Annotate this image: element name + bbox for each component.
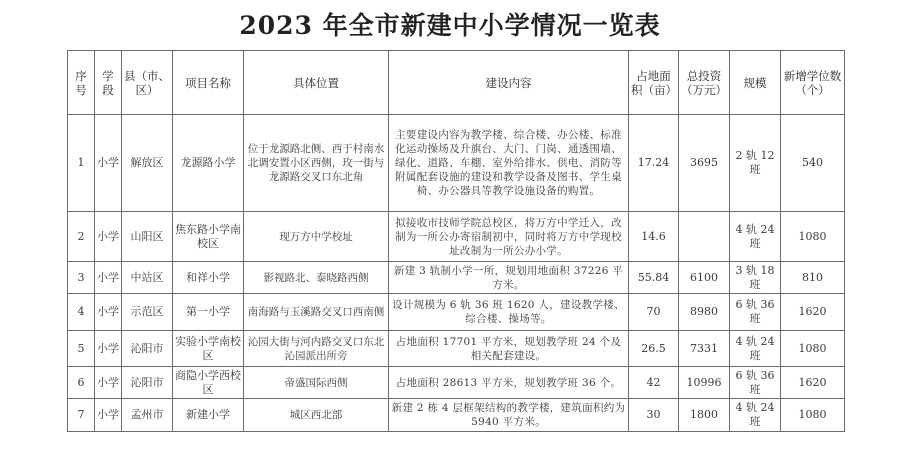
cell-stage: 小学	[95, 262, 122, 294]
cell-content: 占地面积 28613 平方米，规划教学班 36 个。	[389, 367, 629, 399]
cell-county: 中站区	[122, 262, 173, 294]
header-no: 序号	[68, 51, 95, 115]
cell-county: 沁阳市	[122, 367, 173, 399]
cell-scale: 6 轨 36 班	[730, 367, 781, 399]
header-investment: 总投资（万元）	[679, 51, 730, 115]
table-row	[68, 212, 845, 262]
cell-location: 南海路与玉溪路交叉口西南侧	[244, 294, 389, 331]
cell-content: 设计规模为 6 轨 36 班 1620 人，建设教学楼、综合楼、操场等。	[389, 294, 629, 331]
cell-location: 沁园大街与河内路交叉口东北沁园派出所旁	[244, 331, 389, 367]
cell-stage: 小学	[95, 115, 122, 212]
cell-investment: 10996	[679, 367, 730, 399]
cell-location: 城区西北部	[244, 399, 389, 432]
cell-no: 2	[68, 212, 95, 262]
cell-seats: 1080	[781, 331, 845, 367]
table-row	[68, 399, 845, 432]
header-content: 建设内容	[389, 51, 629, 115]
cell-stage: 小学	[95, 212, 122, 262]
cell-investment	[679, 212, 730, 262]
header-stage: 学段	[95, 51, 122, 115]
page-title: 2023 年全市新建中小学情况一览表	[239, 11, 661, 40]
cell-no: 1	[68, 115, 95, 212]
cell-investment: 3695	[679, 115, 730, 212]
cell-name: 实验小学南校区	[173, 331, 244, 367]
cell-investment: 6100	[679, 262, 730, 294]
cell-scale: 2 轨 12 班	[730, 115, 781, 212]
table-row	[68, 294, 845, 331]
cell-county: 示范区	[122, 294, 173, 331]
cell-area: 26.5	[629, 331, 679, 367]
cell-county: 山阳区	[122, 212, 173, 262]
cell-location: 帝盛国际西侧	[244, 367, 389, 399]
cell-area: 17.24	[629, 115, 679, 212]
cell-scale: 3 轨 18 班	[730, 262, 781, 294]
cell-no: 6	[68, 367, 95, 399]
table-row	[68, 367, 845, 399]
cell-no: 4	[68, 294, 95, 331]
schools-table	[67, 50, 845, 432]
cell-content: 新建 3 轨制小学一所，规划用地面积 37226 平方米。	[389, 262, 629, 294]
cell-scale: 4 轨 24 班	[730, 331, 781, 367]
cell-area: 55.84	[629, 262, 679, 294]
cell-no: 7	[68, 399, 95, 432]
cell-name: 第一小学	[173, 294, 244, 331]
cell-investment: 1800	[679, 399, 730, 432]
cell-scale: 4 轨 24 班	[730, 212, 781, 262]
cell-investment: 7331	[679, 331, 730, 367]
cell-seats: 1080	[781, 399, 845, 432]
cell-content: 拟接收市技师学院总校区，将万方中学迁入，改制为一所公办寄宿制初中，同时将万方中学现校址改制为一所公办小学。	[389, 212, 629, 262]
table-row	[68, 262, 845, 294]
cell-seats: 1620	[781, 367, 845, 399]
cell-location: 位于龙源路北侧、西于村南水北调安置小区西侧，玫一街与龙源路交叉口东北角	[244, 115, 389, 212]
cell-investment: 8980	[679, 294, 730, 331]
header-scale: 规模	[730, 51, 781, 115]
cell-stage: 小学	[95, 399, 122, 432]
cell-stage: 小学	[95, 294, 122, 331]
cell-no: 3	[68, 262, 95, 294]
header-seats: 新增学位数（个）	[781, 51, 845, 115]
cell-area: 70	[629, 294, 679, 331]
cell-name: 龙源路小学	[173, 115, 244, 212]
header-location: 具体位置	[244, 51, 389, 115]
cell-seats: 540	[781, 115, 845, 212]
cell-county: 沁阳市	[122, 331, 173, 367]
cell-location: 影视路北、泰晓路西侧	[244, 262, 389, 294]
table-row	[68, 115, 845, 212]
cell-location: 现万方中学校址	[244, 212, 389, 262]
cell-area: 30	[629, 399, 679, 432]
cell-content: 占地面积 17701 平方米，规划教学班 24 个及相关配套建设。	[389, 331, 629, 367]
cell-stage: 小学	[95, 367, 122, 399]
header-name: 项目名称	[173, 51, 244, 115]
header-area: 占地面积（亩）	[629, 51, 679, 115]
cell-name: 新建小学	[173, 399, 244, 432]
table-row	[68, 331, 845, 367]
header-county: 县（市、区）	[122, 51, 173, 115]
cell-county: 解放区	[122, 115, 173, 212]
cell-name: 焦东路小学南校区	[173, 212, 244, 262]
cell-stage: 小学	[95, 331, 122, 367]
cell-seats: 810	[781, 262, 845, 294]
cell-area: 42	[629, 367, 679, 399]
cell-county: 孟州市	[122, 399, 173, 432]
cell-area: 14.6	[629, 212, 679, 262]
cell-content: 新建 2 栋 4 层框架结构的教学楼，建筑面积约为 5940 平方米。	[389, 399, 629, 432]
cell-scale: 6 轨 36 班	[730, 294, 781, 331]
cell-content: 主要建设内容为教学楼、综合楼、办公楼、标准化运动操场及升旗台、大门、门岗、通透围墙、绿化、道路、车棚、室外给排水、供电、消防等附属配套设施的建设和教学设备及图书、学生桌椅、办公器具等教学设施设备的购置。	[389, 115, 629, 212]
cell-scale: 4 轨 24 班	[730, 399, 781, 432]
cell-name: 商隐小学西校区	[173, 367, 244, 399]
table-header-row	[68, 51, 845, 115]
cell-name: 和祥小学	[173, 262, 244, 294]
cell-no: 5	[68, 331, 95, 367]
cell-seats: 1620	[781, 294, 845, 331]
cell-seats: 1080	[781, 212, 845, 262]
